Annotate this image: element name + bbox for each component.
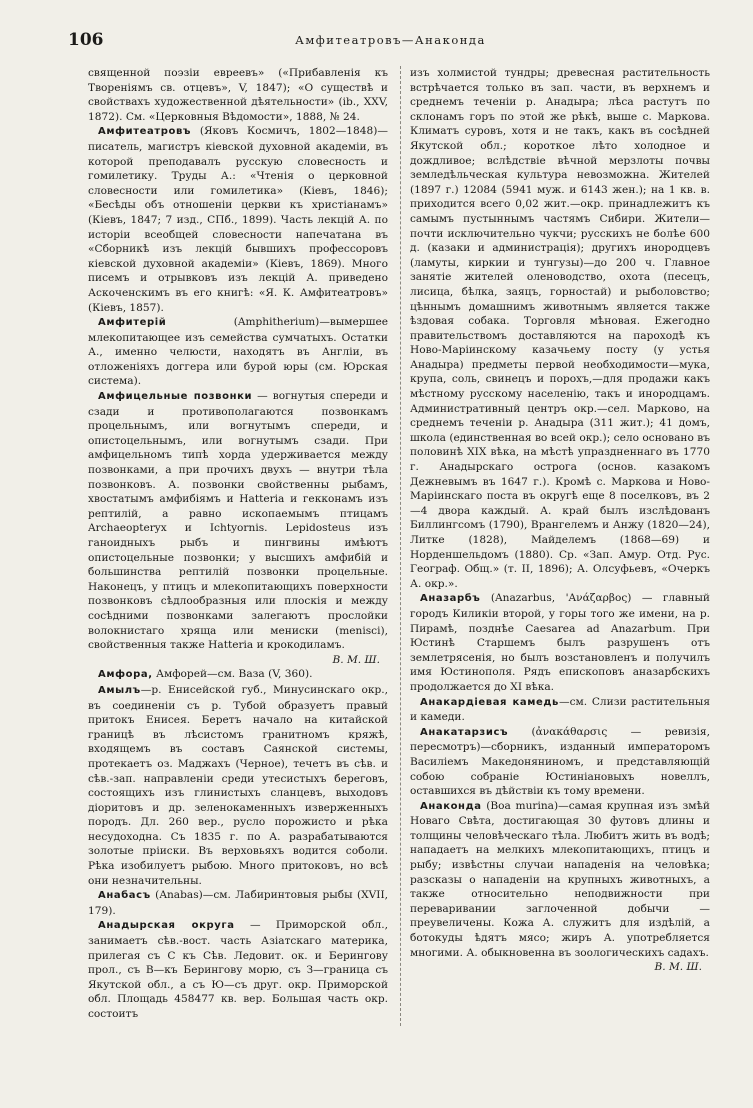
author-signature: В. М. Ш.	[332, 653, 380, 666]
headword: Аназарбъ	[420, 593, 481, 605]
left-column	[88, 66, 388, 1066]
headword: Амфицельные позвонки	[98, 391, 253, 403]
headword: Амылъ	[98, 684, 141, 696]
entry-anabas: Анабасъ (Anabas)—см. Лабиринтовыя рыбы (XVII, 179).	[88, 889, 388, 917]
entry-continuation: священной поэзіи евреевъ» («Прибавленія къ Твореніямъ св. отцевъ», V, 1847); «О существѣ и свойствахъ художественной дѣятельности» (ib., XXV, 1872). См. «Церковныя Вѣдомости», 1888, № 24.	[88, 67, 388, 123]
entry-amficelnye-pozvonki: Амфицельные позвонки — вогнутыя спереди и сзади и противополагаются позвонкамъ процельнымъ, или вогнутымъ спереди, и опистоцельнымъ, или вогнутымъ сзади. При амфицельномъ типѣ хорда удерживается между позвонками, а при прочихъ двухъ — внутри тѣла позвонковъ. А. позвонки свойственны рыбамъ, хвостатымъ амфибіямъ и Hatteria и гекконамъ изъ рептилій, а равно ископаемымъ птицамъ Archaeopteryx и Ichtyornis. Lepidosteus изъ ганоидныхъ рыбъ и пингвины имѣютъ опистоцельные позвонки; у высшихъ амфибій и большинства рептилій позвонки процельные. Наконецъ, у птицъ и млекопитающихъ поверхности позвонковъ сѣдлообразныя или плоскія и между сосѣдними позвонками залегаютъ прослойки волокнистаго хряща или мениски (menisci), свойственныя также Hatteria и крокодиламъ.	[88, 390, 388, 652]
headword: Анакатарзисъ	[420, 726, 509, 738]
headword: Амфитеатровъ	[98, 126, 192, 138]
entry-anakardievaya-kamed: Анакардіевая камедь—см. Слизи растительныя и камеди.	[410, 695, 710, 724]
entry-amfiteatrov: Амфитеатровъ (Яковъ Космичъ, 1802—1848)—писатель, магистръ кіевской духовной академіи, въ которой преподавалъ русскую словесность и гомилетику. Труды А.: «Чтенія о церковной словесности или гомилетика» (Кіевъ, 1846); «Бесѣды объ отношеніи церкви къ христіанамъ» (Кіевъ, 1847; 7 изд., СПб., 1899). Часть лекцій А. по исторіи всеобщей словесности напечатана въ «Сборникѣ изъ лекцій бывшихъ профессоровъ кіевской духовной академіи» (Кіевъ, 1869). Много писемъ и отрывковъ изъ лекцій А. приведено Аскоченскимъ въ его книгѣ: «Я. К. Амфитеатровъ» (Кіевъ, 1857).	[88, 125, 388, 314]
page-number: 106	[68, 30, 104, 50]
entry-continuation: изъ холмистой тундры; древесная растительность встрѣчается только въ зап. части, въ верхнемъ и среднемъ теченіи р. Анадыра; лѣса растутъ по склонамъ горъ по этой же рѣкѣ, выше с. Маркова. Климатъ суровъ, хотя и не такъ, какъ въ сосѣдней Якутской обл.; короткое лѣто холодное и дождливое; вслѣдствіе вѣчной мерзлоты почвы земледѣльческая культура невозможна. Жителей (1897 г.) 12084 (5941 муж. и 6143 жен.); на 1 кв. в. приходится всего 0,02 жит.—окр. принадлежитъ къ самымъ пустыннымъ частямъ Сибири. Жители—почти исключительно чукчи; русскихъ не болѣе 600 д. (казаки и администрація); другихъ инородцевъ (ламуты, киркии и тунгузы)—до 200 ч. Главное занятіе жителей оленоводство, охота (песецъ, лисица, бѣлка, заяцъ, горностай) и рыболовство; цѣннымъ домашнимъ животнымъ является также ѣздовая собака. Торговля мѣновая. Ежегодно правительствомъ доставляются на пароходѣ къ Ново-Маріинскому казачьему посту (у устья Анадыра) предметы первой необходимости—мука, крупа, соль, свинецъ и порохъ,—для продажи какъ мѣстному русскому населенію, такъ и инородцамъ. Административный центръ окр.—сел. Марково, на среднемъ теченіи р. Анадыра (311 жит.); 41 домъ, школа (единственная во всей окр.); село основано въ половинѣ XIX вѣка, на мѣстѣ упраздненнаго въ 1770 г. Анадырскаго острога (основ. казакомъ Дежневымъ въ 1647 г.). Кромѣ с. Маркова и Ново-Маріинскаго поста въ округѣ еще 8 поселковъ, въ 2—4 двора каждый. А. край былъ изслѣдованъ Биллингсомъ (1790), Врангелемъ и Анжу (1820—24), Литке (1828), Майделемъ (1868—69) и Норденшельдомъ (1880). Ср. «Зап. Амур. Отд. Рус. Географ. Общ.» (т. II, 1896); А. Олсуфьевъ, «Очеркъ А. окр.».	[410, 67, 710, 590]
headword: Анабасъ	[98, 890, 151, 902]
column-divider	[400, 66, 401, 1026]
headword: Амфитерій	[98, 317, 167, 329]
entry-anadyrskaya-okruga: Анадырская округа — Приморской обл., занимаетъ сѣв.-вост. часть Азіатскаго материка, прилегая съ С къ Сѣв. Ледовит. ок. и Берингову прол., съ В—къ Берингову морю, съ З—граница съ Якутской обл., а съ Ю—съ друг. окр. Приморской обл. Площадь 458477 кв. вер. Большая часть окр. состоитъ	[88, 919, 388, 1020]
entry-anazarb: Аназарбъ (Anazarbus, 'Ανάζαρβος) — главный городъ Киликіи второй, у горы того же имени, на р. Пирамѣ, позднѣе Caesarea ad Anazarbum. При Юстинѣ Старшемъ былъ разрушенъ отъ землетрясенія, но былъ возстановленъ и получилъ имя Юстинополя. Рядъ епископовъ аназарбскихъ продолжается до XI вѣка.	[410, 592, 710, 693]
entry-anakonda: Анаконда (Boa murina)—самая крупная изъ змѣй Новаго Свѣта, достигающая 30 футовъ длины и толщины человѣческаго тѣла. Любитъ жить въ водѣ; нападаетъ на мелкихъ млекопитающихъ, птицъ и рыбу; извѣстны случаи нападенія на человѣка; разсказы о нападеніи на крупныхъ животныхъ, а также относительно неподвижности при переваривании заглоченной добычи — преувеличены. Кожа А. служитъ для издѣлій, а ботокуды ѣдятъ мясо; жиръ А. употребляется многими. А. обыкновенна въ зоологическихъ садахъ.	[410, 799, 710, 959]
headword: Анаконда	[420, 800, 482, 812]
right-column	[410, 66, 710, 1066]
headword: Анадырская округа	[98, 920, 235, 932]
entry-anakatarzis: Анакатарзисъ (ἀνακάθαρσις — ревизія, пересмотръ)—сборникъ, изданный императоромъ Василіемъ Македоняниномъ, и представляющій собою собраніе Юстиніановыхъ новеллъ, оставшихся въ дѣйствіи къ тому времени.	[410, 725, 710, 798]
entry-amyl: Амылъ—р. Енисейской губ., Минусинскаго окр., въ соединеніи съ р. Тубой образуетъ правый притокъ Енисея. Беретъ начало на китайской границѣ въ лѣсистомъ гранитномъ кряжѣ, входящемъ въ составъ Саянской системы, протекаетъ оз. Маджахъ (Черное), течетъ въ сѣв. и сѣв.-зап. направленіи среди утесистыхъ береговъ, состоящихъ изъ глинистыхъ сланцевъ, выходовъ діоритовъ и др. зеленокаменныхъ изверженныхъ породъ. Дл. 260 вер., русло порожисто и рѣка несудоходна. Съ 1835 г. по А. разрабатываются золотые пріиски. Въ верховьяхъ водится соболи. Рѣка изобилуетъ рыбою. Много притоковъ, но всѣ они незначительны.	[88, 683, 388, 887]
entry-amfiterii: Амфитерій (Amphitherium)—вымершее млекопитающее изъ семейства сумчатыхъ. Остатки А., именно челюсти, находятъ въ Англіи, въ отложеніяхъ доггера или бурой юры (см. Юрская система).	[88, 316, 388, 388]
headword: Анакардіевая камедь	[420, 696, 559, 708]
running-head: Амфитеатровъ—Анаконда	[295, 33, 486, 47]
entry-amfora: Амфора, Амфорей—см. Ваза (V, 360).	[98, 668, 313, 681]
author-signature: В. М. Ш.	[654, 961, 702, 974]
page-header	[68, 30, 713, 52]
headword: Амфора,	[98, 669, 153, 681]
